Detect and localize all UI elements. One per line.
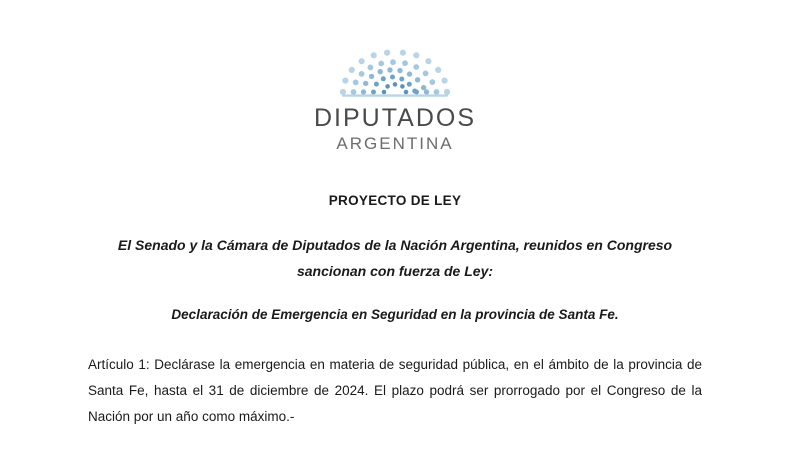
diputados-logo: [88, 0, 702, 153]
logo-wordmark: [314, 104, 476, 153]
congress-fan-icon: [334, 36, 456, 98]
enacting-formula: El Senado y la Cámara de Diputados de la Nación Argentina, reunidos en Congreso sancionan con fuerza de Ley:: [117, 237, 673, 279]
document-subject: Declaración de Emergencia en Seguridad en la provincia de Santa Fe.: [171, 306, 619, 322]
article-1-text: Artículo 1: Declárase la emergencia en materia de seguridad pública, en el ámbito de la provincia de Santa Fe, hasta el 31 de diciembre de 2024. El plazo podrá ser prorrogado por el Congreso de la Nación por un año como máximo.-: [88, 356, 702, 425]
logo-title: DIPUTADOS: [314, 104, 476, 132]
page-title: PROYECTO DE LEY: [328, 193, 462, 209]
logo-subtitle: ARGENTINA: [336, 134, 454, 153]
document-body: [88, 193, 702, 431]
